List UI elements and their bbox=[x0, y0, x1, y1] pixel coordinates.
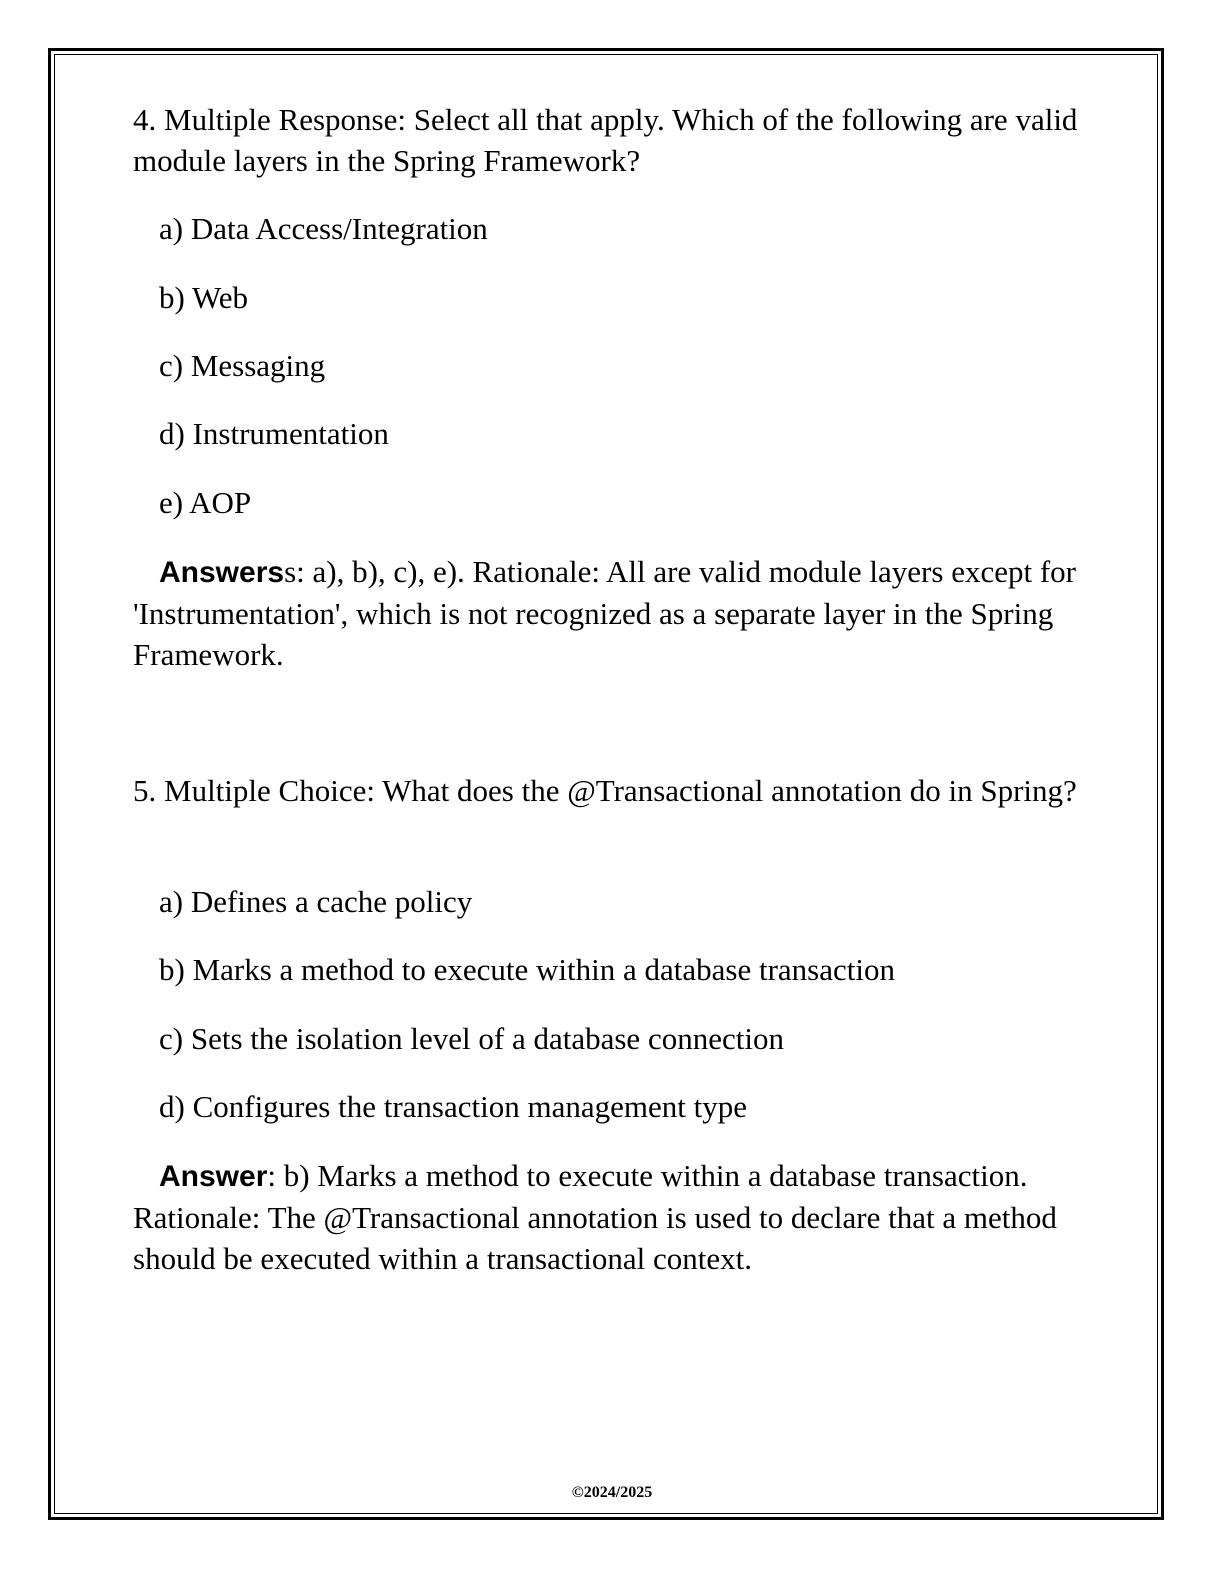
question-5-option-c: c) Sets the isolation level of a database connection bbox=[159, 1021, 784, 1056]
answer-text: s: a), b), c), e). Rationale: All are valid module layers except for 'Instrumentation', which is not recognized as a separate layer in the Spring Framework. bbox=[133, 554, 1076, 672]
answer-text: : b) Marks a method to execute within a database transaction. Rationale: The @Transactional annotation is used to declare that a method should be executed within a transactional context. bbox=[133, 1158, 1057, 1276]
answer-label: Answer bbox=[159, 1160, 268, 1193]
question-5-prompt: 5. Multiple Choice: What does the @Transactional annotation do in Spring? bbox=[133, 773, 1077, 808]
question-4-option-b: b) Web bbox=[159, 280, 249, 315]
question-4-answer bbox=[133, 551, 1083, 675]
answer-label: Answers bbox=[159, 556, 285, 589]
question-5-option-d: d) Configures the transaction management type bbox=[159, 1089, 747, 1124]
question-4-prompt: 4. Multiple Response: Select all that apply. Which of the following are valid module layers in the Spring Framework? bbox=[133, 102, 1078, 178]
question-5-answer bbox=[133, 1155, 1083, 1279]
question-4-option-c: c) Messaging bbox=[159, 348, 326, 383]
copyright-footer: ©2024/2025 bbox=[571, 1484, 653, 1501]
question-5-option-a: a) Defines a cache policy bbox=[159, 884, 473, 919]
question-4-option-e: e) AOP bbox=[159, 485, 252, 520]
question-5-option-b: b) Marks a method to execute within a database transaction bbox=[159, 952, 895, 987]
question-4-option-a: a) Data Access/Integration bbox=[159, 211, 488, 246]
question-4-option-d: d) Instrumentation bbox=[159, 416, 389, 451]
